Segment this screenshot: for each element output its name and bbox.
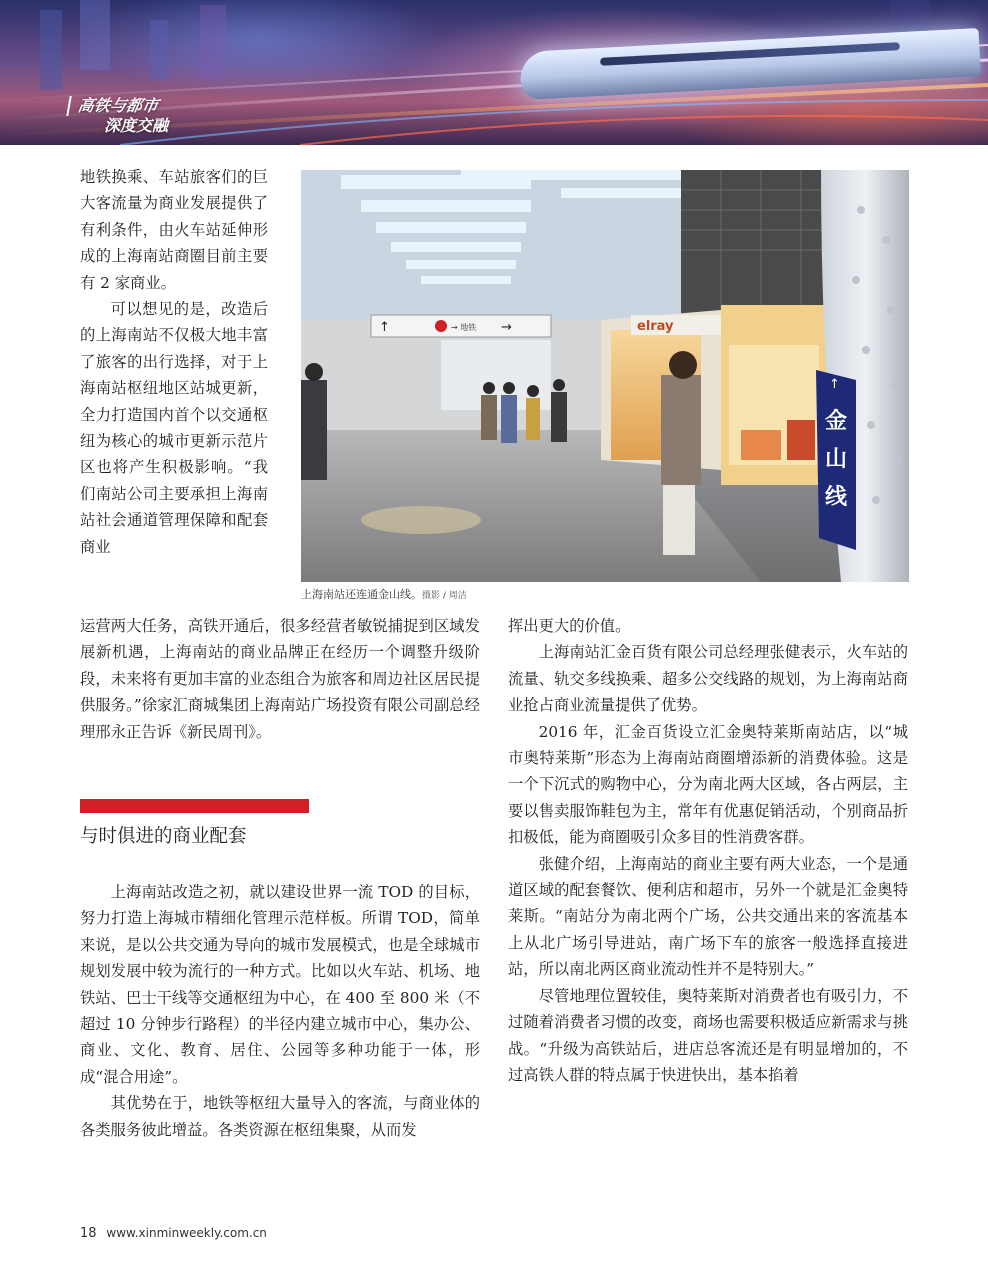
section-heading: 与时俱进的商业配套 — [80, 826, 247, 847]
paragraph: 2016 年，汇金百货设立汇金奥特莱斯南站店，以“城市奥特莱斯”形态为上海南站商圈增添新的消费体验。这是一个下沉式的购物中心，分为南北两大区域，各占两层，主要以售卖服饰鞋包为主，常年有优惠促销活动，个别商品折扣极低，能为商圈吸引众多目的性消费客群。 — [508, 722, 908, 847]
paragraph: 其优势在于，地铁等枢纽大量导入的客流，与商业体的各类服务彼此增益。各类资源在枢纽集聚，从而发 — [80, 1094, 480, 1139]
website-link[interactable]: www.xinminweekly.com.cn — [106, 1226, 267, 1240]
paragraph: 张健介绍，上海南站的商业主要有两大业态，一个是通道区域的配套餐饮、便利店和超市，另外一个就是汇金奥特莱斯。“南站分为南北两个广场，公共交通出来的客流基本上从北广场引导进站，南广场下车的旅客一般选择直接进站，所以南北两区商业流动性并不是特别大。” — [508, 854, 908, 979]
header-banner — [0, 0, 988, 145]
narrow-column — [80, 164, 268, 560]
left-column-continuation — [80, 613, 480, 745]
paragraph: 地铁换乘、车站旅客们的巨大客流量为商业发展提供了有利条件，由火车站延伸形成的上海南站商圈目前主要有 2 家商业。 — [80, 168, 268, 292]
right-column — [508, 613, 908, 1088]
svg-text:→: → — [501, 320, 512, 335]
ceiling-sign-text: → 地铁 — [451, 323, 477, 332]
direction-sign-text: 金山线 — [825, 409, 848, 510]
section-tag — [68, 96, 168, 136]
caption-text: 上海南站还连通金山线。 — [301, 588, 422, 601]
left-column-body — [80, 879, 480, 1143]
store-brand-text: elray — [637, 319, 674, 334]
page-footer — [80, 1226, 267, 1241]
station-photo — [301, 170, 909, 582]
svg-text:↑: ↑ — [829, 377, 840, 392]
paragraph: 尽管地理位置较佳，奥特莱斯对消费者也有吸引力，不过随着消费者习惯的改变，商场也需要积极适应新需求与挑战。“升级为高铁站后，进店总客流还是有明显增加的，不过高铁人群的特点属于快进快出，基本掐着 — [508, 986, 908, 1084]
photo-caption — [301, 586, 467, 602]
paragraph: 上海南站改造之初，就以建设世界一流 TOD 的目标，努力打造上海城市精细化管理示范样板。所谓 TOD，简单来说，是以公共交通为导向的城市发展模式，也是全球城市规划发展中较为流行的一种方式。比如以火车站、机场、地铁站、巴士干线等交通枢纽为中心，在 400 至 800 米（不超过 10 分钟步行路程）的半径内建立城市中心，集办公、商业、文化、教育、居住、公园等多种功能于一体，形成“混合用途”。 — [80, 883, 480, 1086]
svg-text:↑: ↑ — [379, 320, 390, 335]
paragraph: 挥出更大的价值。 — [508, 617, 631, 635]
section-tag-line1: 高铁与都市 — [66, 96, 170, 116]
section-tag-line2: 深度交融 — [104, 116, 169, 135]
station-photo-scene — [301, 170, 909, 582]
page-number: 18 — [80, 1226, 97, 1241]
photo-credit: 摄影 / 周洁 — [422, 591, 467, 601]
paragraph: 运营两大任务，高铁开通后，很多经营者敏锐捕捉到区域发展新机遇，上海南站的商业品牌正在经历一个调整升级阶段，未来将有更加丰富的业态组合为旅客和周边社区居民提供服务。”徐家汇商城集团上海南站广场投资有限公司副总经理邢永正告诉《新民周刊》。 — [80, 617, 480, 741]
section-heading-bar — [80, 799, 309, 813]
paragraph: 可以想见的是，改造后的上海南站不仅极大地丰富了旅客的出行选择，对于上海南站枢纽地区站城更新，全力打造国内首个以交通枢纽为核心的城市更新示范片区也将产生积极影响。“我们南站公司主要承担上海南站社会通道管理保障和配套商业 — [80, 300, 268, 556]
paragraph: 上海南站汇金百货有限公司总经理张健表示，火车站的流量、轨交多线换乘、超多公交线路的规划，为上海南站商业抢占商业流量提供了优势。 — [508, 643, 908, 715]
